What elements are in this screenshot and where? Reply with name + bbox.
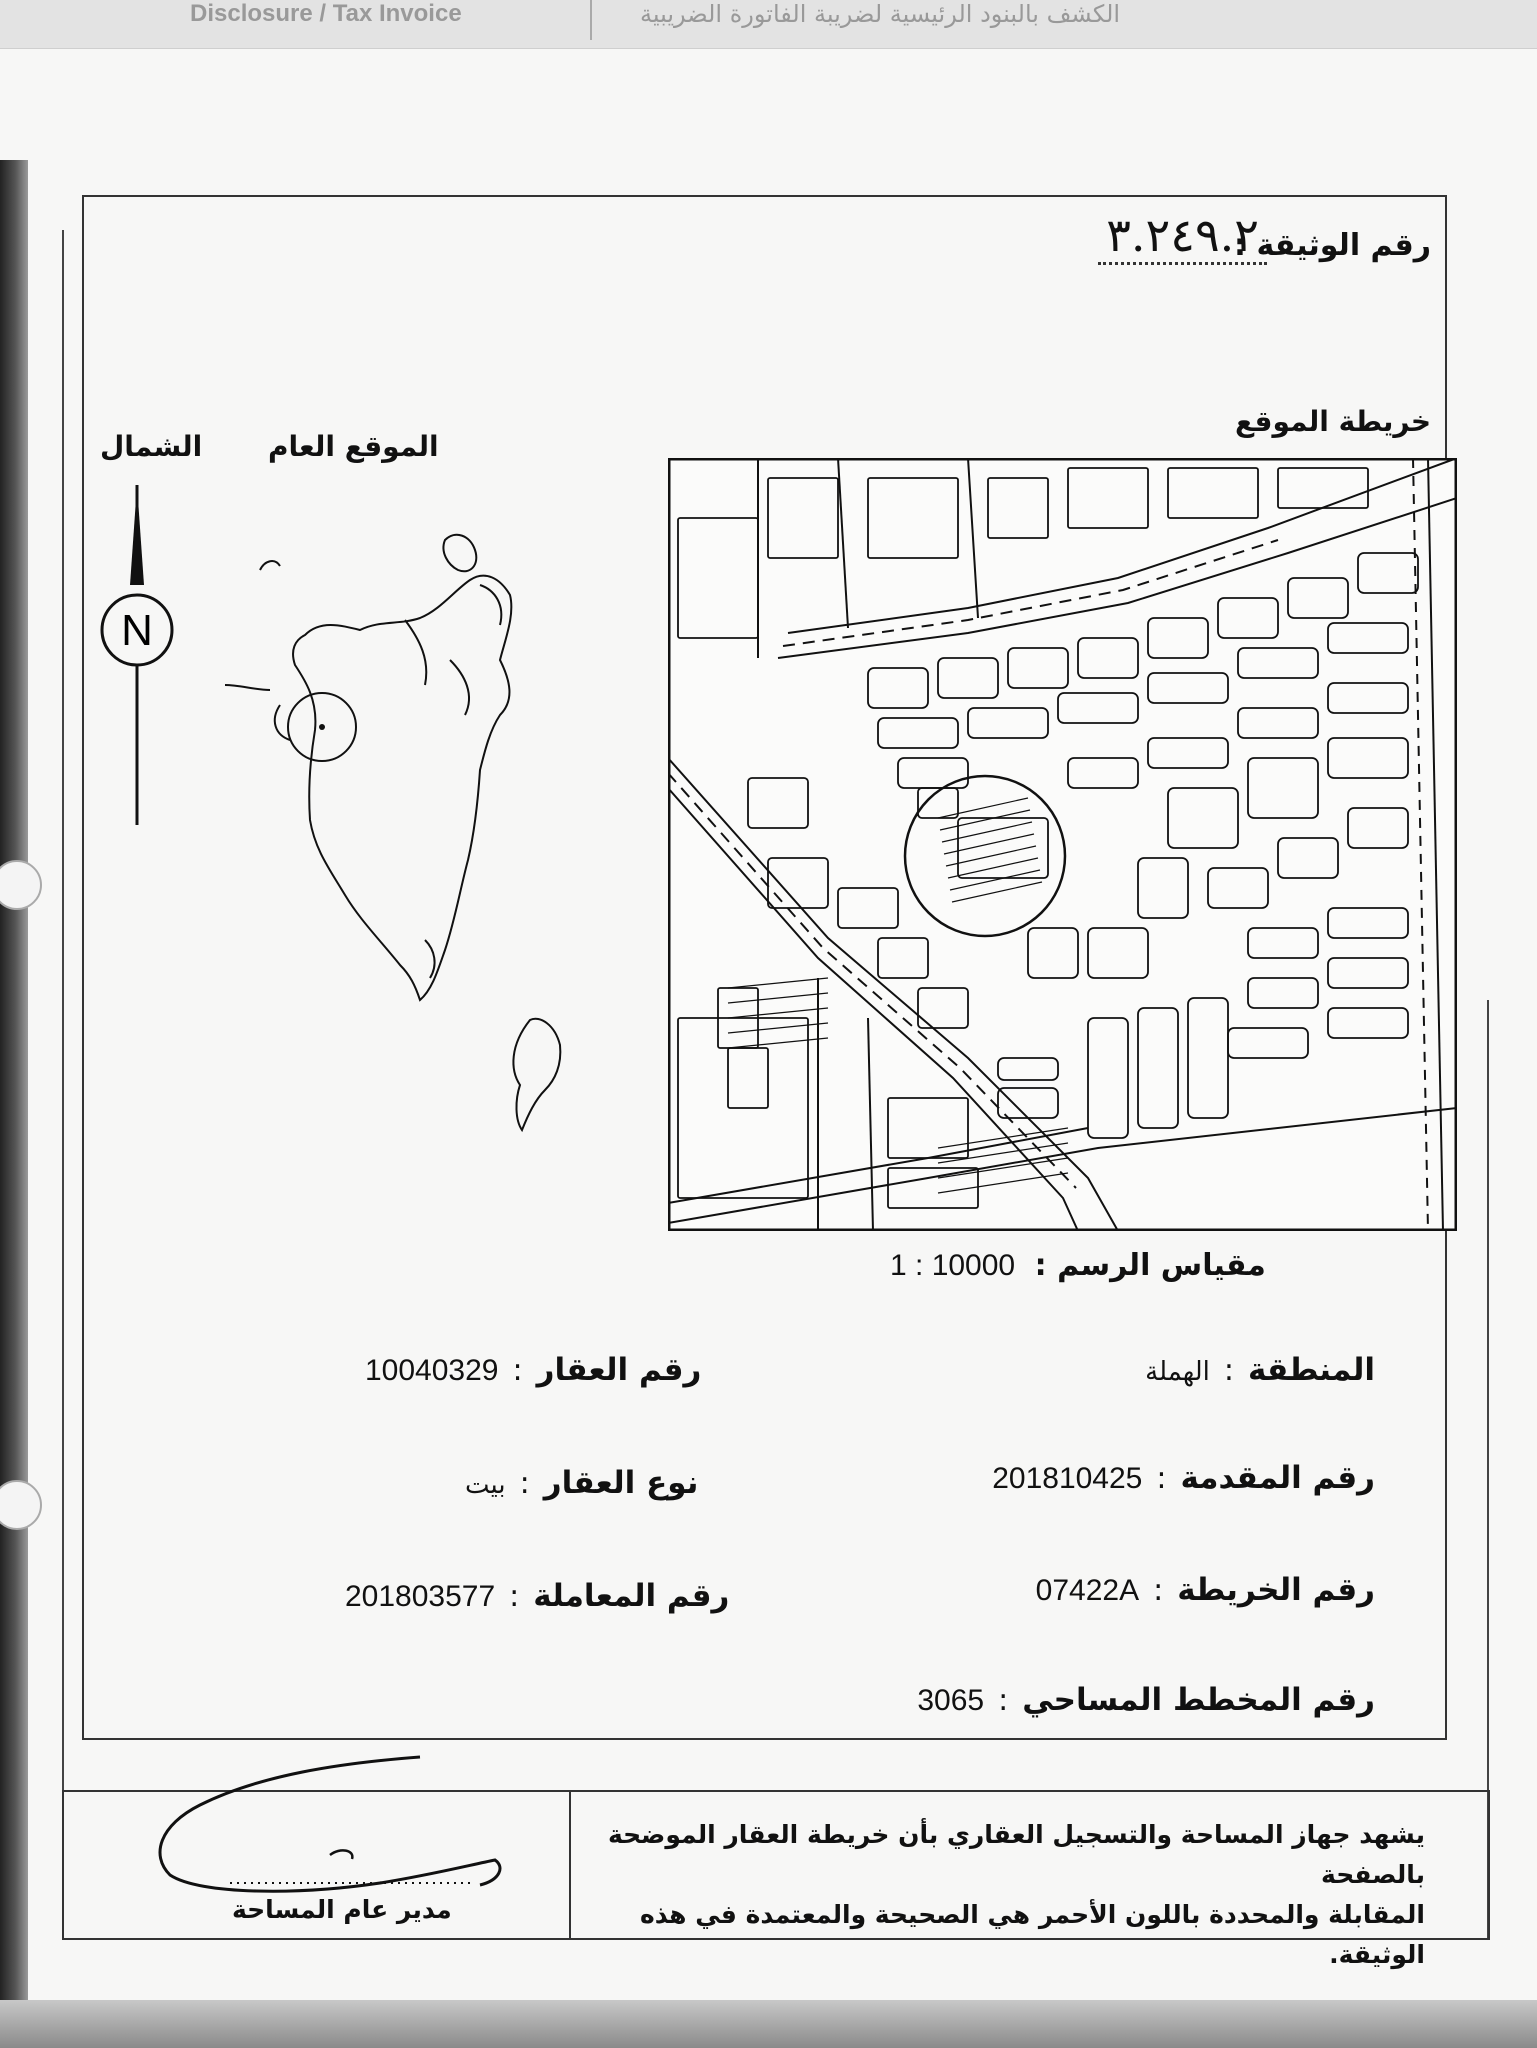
field-label: رقم العقار — [536, 1352, 702, 1388]
site-location-map — [668, 458, 1457, 1231]
field-label: رقم المخطط المساحي — [1022, 1682, 1375, 1718]
field-label: رقم الخريطة — [1177, 1572, 1375, 1608]
general-location-map — [210, 500, 590, 1180]
field-value: 10040329 — [365, 1354, 499, 1387]
field-label: رقم المقدمة — [1180, 1460, 1375, 1496]
scale-row — [890, 1248, 1266, 1283]
field-region: المنطقة:الهملة — [1145, 1352, 1375, 1388]
doc-number-value: ٣.٢٤٩.٢ — [1098, 208, 1267, 265]
field-value: 3065 — [917, 1684, 985, 1717]
field-value: 07422A — [1035, 1574, 1140, 1607]
field-survey-plan-no: رقم المخطط المساحي:3065 — [917, 1682, 1375, 1718]
header-strip — [0, 0, 1537, 49]
scale-label: مقياس الرسم : — [1034, 1248, 1266, 1283]
field-value: 201803577 — [345, 1580, 496, 1613]
field-value: الهملة — [1145, 1357, 1210, 1387]
bottom-edge — [0, 2000, 1537, 2048]
field-property-no: رقم العقار:10040329 — [365, 1352, 702, 1388]
scale-value: 1 : 10000 — [890, 1249, 1016, 1282]
doc-number-label: رقم الوثيقة : — [1234, 228, 1431, 263]
signatory-title: مدير عام المساحة — [232, 1895, 452, 1924]
field-map-no: رقم الخريطة:07422A — [1035, 1572, 1375, 1608]
header-divider — [590, 0, 592, 40]
field-transaction-no: رقم المعاملة:201803577 — [345, 1578, 730, 1614]
field-label: المنطقة — [1247, 1352, 1375, 1388]
binder-edge — [0, 160, 28, 2020]
field-value: بيت — [465, 1470, 506, 1500]
certification-divider — [569, 1792, 571, 1938]
field-label: رقم المعاملة — [533, 1578, 730, 1614]
field-property-type: نوع العقار:بيت — [465, 1465, 699, 1501]
certification-line-2: المقابلة والمحددة باللون الأحمر هي الصحيحة والمعتمدة في هذه الوثيقة. — [639, 1900, 1425, 1969]
header-left-text: Disclosure / Tax Invoice — [190, 0, 462, 27]
north-title: الشمال — [100, 430, 203, 463]
north-letter: N — [121, 606, 153, 655]
location-map-title: خريطة الموقع — [1234, 405, 1431, 438]
north-arrow-icon — [96, 485, 186, 825]
header-right-text: الكشف بالبنود الرئيسية لضريبة الفاتورة الضريبية — [640, 0, 1121, 28]
signature-mark — [140, 1755, 520, 1905]
certification-line-1: يشهد جهاز المساحة والتسجيل العقاري بأن خريطة العقار الموضحة بالصفحة — [607, 1820, 1425, 1889]
certification-text — [585, 1815, 1425, 1975]
field-label: نوع العقار — [543, 1465, 699, 1501]
general-location-title: الموقع العام — [268, 430, 439, 463]
outer-left-line — [62, 230, 64, 1940]
field-application-no: رقم المقدمة:201810425 — [992, 1460, 1375, 1496]
field-value: 201810425 — [992, 1462, 1143, 1495]
